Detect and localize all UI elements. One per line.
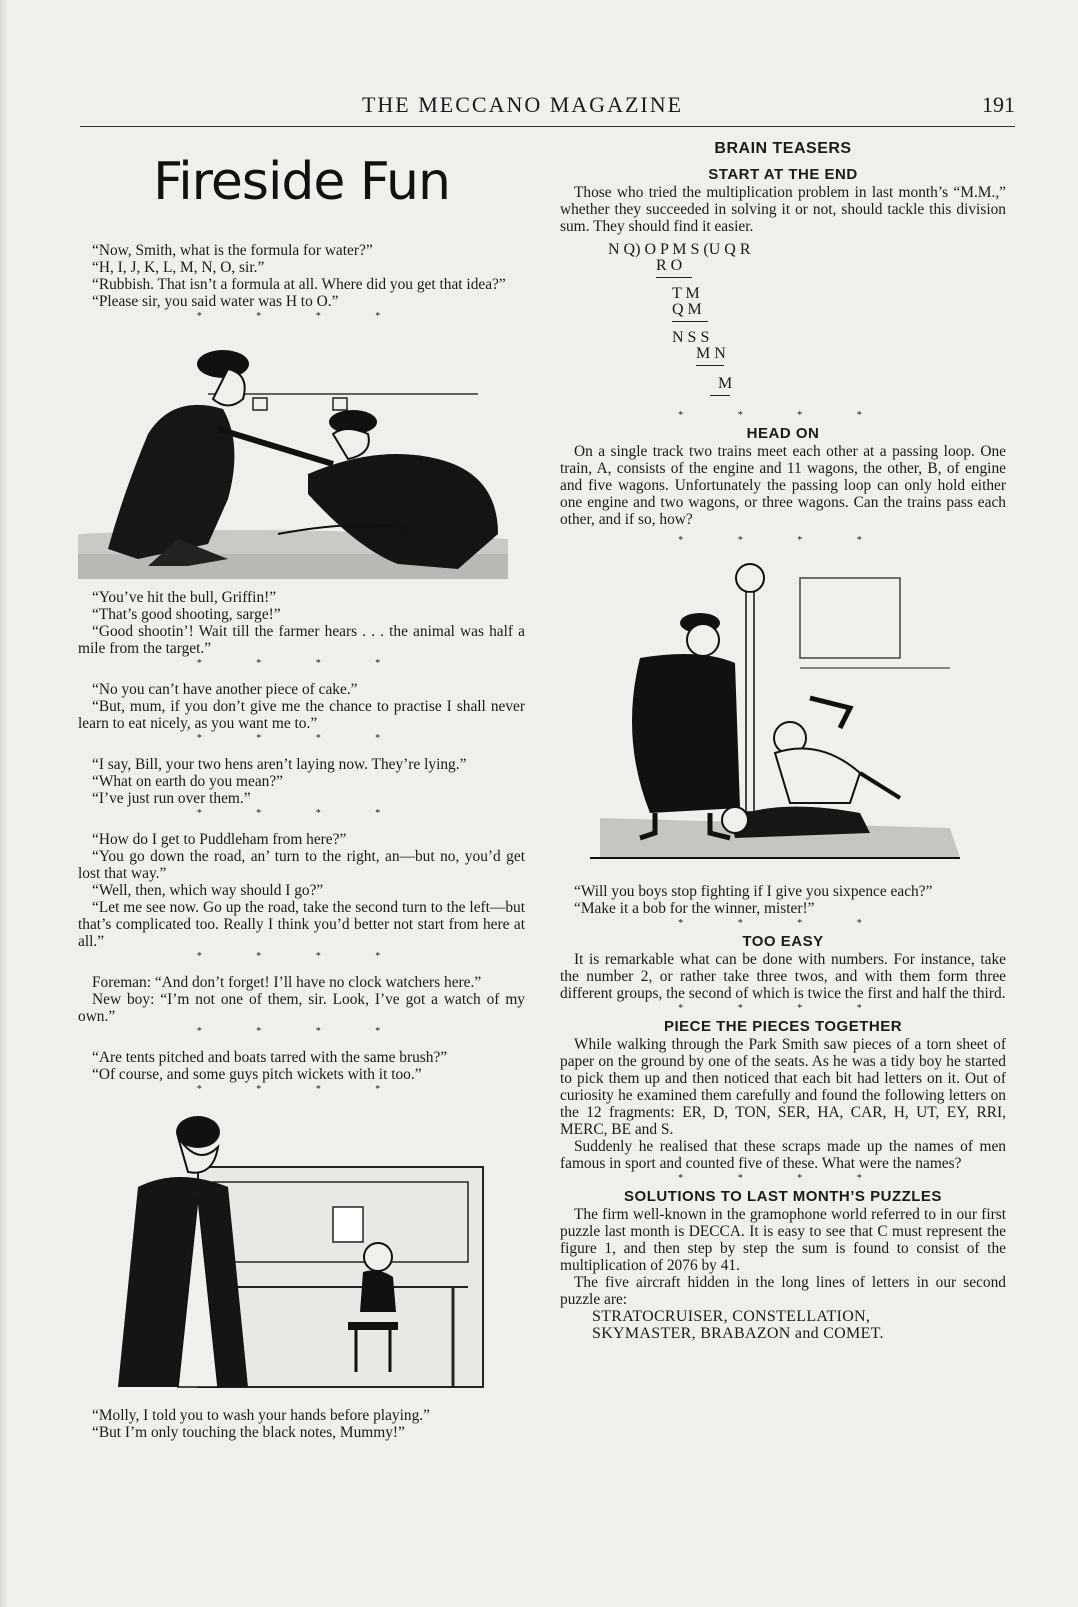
joke-line: “Good shootin’! Wait till the farmer hears . . . the animal was half a mile from the target.”: [78, 623, 525, 657]
right-column: [560, 140, 1006, 1342]
paragraph: Those who tried the multiplication problem in last month’s “M.M.,” whether they succeeded in solving it or not, should tackle this division sum. They should find it easier.: [560, 184, 1006, 235]
division-puzzle: [560, 239, 1006, 409]
paragraph: The firm well-known in the gramophone world referred to in our first puzzle last month is DECCA. It is easy to see that C must represent the figure 1, and then step by step the sum is found to consist of the multiplication of 2076 by 41.: [560, 1206, 1006, 1274]
joke-line: “H, I, J, K, L, M, N, O, sir.”: [92, 259, 265, 276]
cartoon-piano: [78, 1107, 525, 1397]
joke-line: “Will you boys stop fighting if I give you sixpence each?”: [574, 883, 933, 900]
joke-line: “Of course, and some guys pitch wickets with it too.”: [92, 1066, 422, 1083]
cartoon-soldiers-shooting: [78, 334, 525, 579]
joke-fighting: [560, 883, 1006, 917]
cartoon-boys-fighting: [560, 558, 1006, 873]
joke-line: “What on earth do you mean?”: [92, 773, 284, 790]
division-rule: [696, 365, 724, 366]
division-line: N S S: [672, 329, 710, 346]
brain-teasers-heading: BRAIN TEASERS: [714, 140, 852, 157]
separator-stars: * * * *: [196, 1084, 407, 1095]
head-on-text: [560, 443, 1006, 528]
joke-line: “I’ve just run over them.”: [92, 790, 251, 807]
separator-stars: * * * *: [678, 1173, 888, 1184]
magazine-title: THE MECCANO MAGAZINE: [361, 92, 684, 117]
joke-bull: [78, 589, 525, 657]
paragraph: It is remarkable what can be done with numbers. For instance, take the number 2, or rather take three twos, and with them form three different groups, the second of which is twice the first and half the third.: [560, 951, 1006, 1002]
header-rule: [80, 126, 1015, 127]
too-easy-text: [560, 951, 1006, 1002]
joke-piano: [78, 1407, 525, 1441]
paragraph: Suddenly he realised that these scraps made up the names of men famous in sport and counted five of these. What were the names?: [560, 1138, 1006, 1172]
joke-line: “Rubbish. That isn’t a formula at all. Where did you get that idea?”: [92, 276, 506, 293]
page-edge: [0, 0, 8, 1607]
aircraft-list-line: STRATOCRUISER, CONSTELLATION,: [592, 1308, 871, 1325]
separator-stars: * * * *: [196, 951, 407, 962]
paragraph: While walking through the Park Smith saw pieces of a torn sheet of paper on the ground by one of the seats. As he was a tidy boy he started to pick them up and then noticed that each bit had letters on it. Out of curiosity he examined them carefully and found the following letters on the 12 fragments: ER, D, TON, SER, HA, CAR, H, UT, EY, RRI, MERC, BE and S.: [560, 1036, 1006, 1138]
joke-line: “How do I get to Puddleham from here?”: [92, 831, 347, 848]
separator-stars: * * * *: [196, 733, 407, 744]
joke-clock-watchers: [78, 974, 525, 1025]
joke-line: “You go down the road, an’ turn to the right, an—but no, you’d get lost that way.”: [78, 848, 525, 882]
division-rule: [710, 395, 730, 396]
joke-tents: [78, 1049, 525, 1083]
joke-line: New boy: “I’m not one of them, sir. Look, I’ve got a watch of my own.”: [78, 991, 525, 1025]
too-easy-heading: TOO EASY: [742, 933, 824, 950]
joke-puddleham: [78, 831, 525, 950]
joke-line: “No you can’t have another piece of cake.”: [92, 681, 358, 698]
joke-line: “Molly, I told you to wash your hands before playing.”: [92, 1407, 430, 1424]
joke-line: “But I’m only touching the black notes, Mummy!”: [92, 1424, 405, 1441]
start-at-end-heading: START AT THE END: [708, 166, 858, 183]
separator-stars: * * * *: [678, 1003, 888, 1014]
joke-line: “I say, Bill, your two hens aren’t laying now. They’re lying.”: [92, 756, 467, 773]
division-line: M N: [696, 345, 726, 362]
division-rule: [672, 321, 708, 322]
division-line: N Q) O P M S (U Q R: [608, 241, 751, 258]
paragraph: On a single track two trains meet each other at a passing loop. One train, A, consists of the engine and 11 wagons, the other, B, of engine and five wagons. Unfortunately the passing loop can only hold either one engine and two wagons, or three wagons. Can the trains pass each other, and if so, how?: [560, 443, 1006, 528]
page-header: [80, 88, 1015, 128]
solutions-text: [560, 1206, 1006, 1308]
joke-formula: [78, 242, 525, 310]
left-column: [78, 140, 525, 1441]
paragraph: The five aircraft hidden in the long lines of letters in our second puzzle are:: [560, 1274, 1006, 1308]
page-number: 191: [982, 92, 1015, 117]
joke-line: Foreman: “And don’t forget! I’ll have no clock watchers here.”: [92, 974, 482, 991]
joke-line: “Well, then, which way should I go?”: [92, 882, 324, 899]
joke-line: “Now, Smith, what is the formula for water?”: [92, 242, 373, 259]
division-line: Q M: [672, 301, 702, 318]
division-line: T M: [672, 285, 700, 302]
joke-line: “Let me see now. Go up the road, take the second turn to the left—but that’s complicated too. Really I think you’d better not start from here at all.”: [78, 899, 525, 950]
separator-stars: * * * *: [196, 1026, 407, 1037]
division-rule: [656, 277, 692, 278]
joke-line: “You’ve hit the bull, Griffin!”: [92, 589, 277, 606]
aircraft-list-line: SKYMASTER, BRABAZON and COMET.: [592, 1325, 884, 1342]
joke-hens: [78, 756, 525, 807]
separator-stars: * * * *: [196, 311, 407, 322]
start-at-end-text: [560, 184, 1006, 235]
head-on-heading: HEAD ON: [746, 425, 820, 442]
division-line: M: [718, 375, 733, 392]
pieces-heading: PIECE THE PIECES TOGETHER: [663, 1018, 903, 1035]
joke-line: “Please sir, you said water was H to O.”: [92, 293, 339, 310]
separator-stars: * * * *: [678, 918, 888, 929]
division-line: R O: [656, 257, 683, 274]
joke-cake: [78, 681, 525, 732]
pieces-text: [560, 1036, 1006, 1172]
separator-stars: * * * *: [196, 808, 407, 819]
separator-stars: * * * *: [678, 535, 888, 546]
joke-line: “Are tents pitched and boats tarred with the same brush?”: [92, 1049, 448, 1066]
separator-stars: * * * *: [196, 658, 407, 669]
article-title: Fireside Fun: [153, 152, 450, 212]
separator-stars: * * * *: [678, 410, 888, 421]
solutions-heading: SOLUTIONS TO LAST MONTH’S PUZZLES: [624, 1188, 942, 1205]
joke-line: “But, mum, if you don’t give me the chance to practise I shall never learn to eat nicely, as you want me to.”: [78, 698, 525, 732]
joke-line: “Make it a bob for the winner, mister!”: [574, 900, 815, 917]
joke-line: “That’s good shooting, sarge!”: [92, 606, 281, 623]
